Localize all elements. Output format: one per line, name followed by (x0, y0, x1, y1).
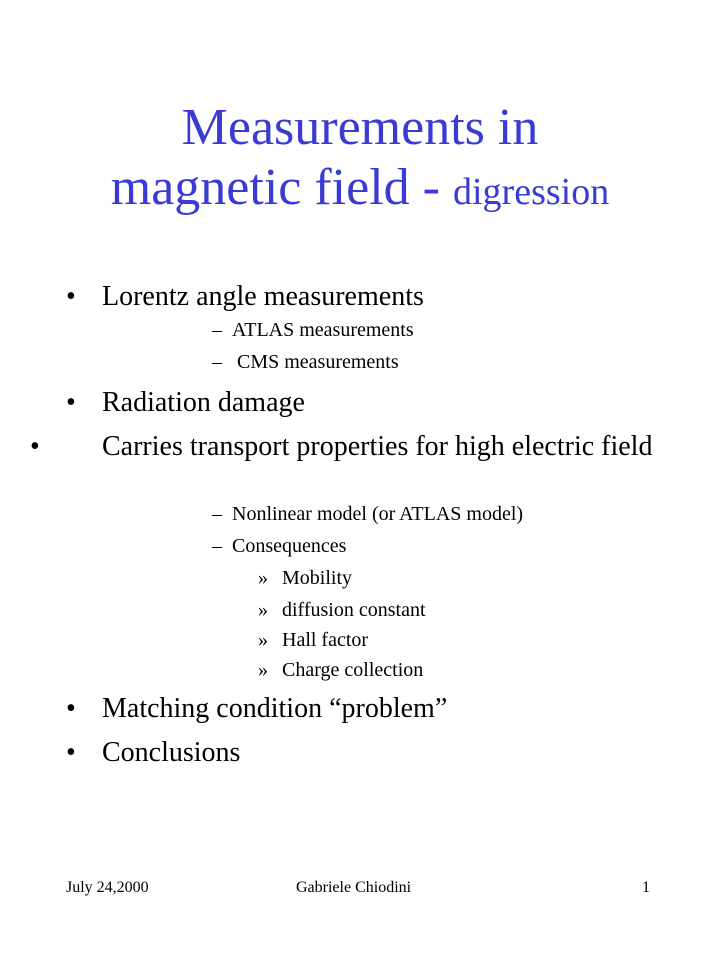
bullet-matching-condition (66, 692, 447, 726)
subsubbullet-charge-collection (258, 658, 423, 682)
bullet-radiation-damage (66, 386, 305, 420)
bullet-text: Conclusions (102, 737, 241, 768)
bullet-marker: • (30, 431, 40, 462)
subsubbullet-text: Mobility (282, 567, 353, 589)
subbullet-consequences (212, 534, 346, 558)
bullet-text: Carries transport properties for high electric field (102, 431, 653, 462)
title-line-2 (0, 158, 720, 222)
title-line-2-main: magnetic field - (110, 159, 440, 216)
bullet-lorentz-angle (66, 280, 424, 314)
subbullet-atlas-measurements (212, 318, 414, 342)
subbullet-text: ATLAS measurements (232, 319, 414, 341)
bullet-text: Matching condition “problem” (102, 693, 448, 724)
subsubbullet-marker: » (258, 629, 268, 651)
subbullet-marker: – (212, 319, 222, 341)
bullet-conclusions (66, 736, 240, 770)
subsubbullet-mobility (258, 566, 352, 590)
subsubbullet-text: Charge collection (282, 659, 424, 681)
slide-title (0, 98, 720, 222)
bullet-text: Radiation damage (102, 387, 305, 418)
subbullet-text: Nonlinear model (or ATLAS model) (232, 503, 524, 525)
bullet-marker: • (66, 387, 76, 418)
title-suffix: digression (452, 171, 610, 213)
subbullet-marker: – (212, 503, 222, 525)
bullet-marker: • (66, 737, 76, 768)
subsubbullet-hall-factor (258, 628, 368, 652)
subbullet-nonlinear-model (212, 502, 523, 526)
subsubbullet-text: Hall factor (282, 629, 369, 651)
subsubbullet-diffusion-constant (258, 598, 426, 622)
subbullet-marker: – (212, 535, 222, 557)
bullet-carries-transport (30, 430, 656, 464)
subbullet-text: Consequences (232, 535, 347, 557)
footer-date: July 24,2000 (66, 879, 149, 896)
subsubbullet-text: diffusion constant (282, 599, 426, 621)
subbullet-marker: – (212, 351, 222, 373)
footer-author: Gabriele Chiodini (296, 879, 412, 896)
subbullet-text: CMS measurements (232, 351, 399, 373)
subsubbullet-marker: » (258, 599, 268, 621)
title-line-1: Measurements in (181, 99, 539, 156)
subsubbullet-marker: » (258, 659, 268, 681)
bullet-marker: • (66, 281, 76, 312)
subbullet-cms-measurements (212, 350, 399, 374)
footer-page-number: 1 (642, 879, 650, 896)
bullet-text: Lorentz angle measurements (102, 281, 424, 312)
subsubbullet-marker: » (258, 567, 268, 589)
bullet-marker: • (66, 693, 76, 724)
